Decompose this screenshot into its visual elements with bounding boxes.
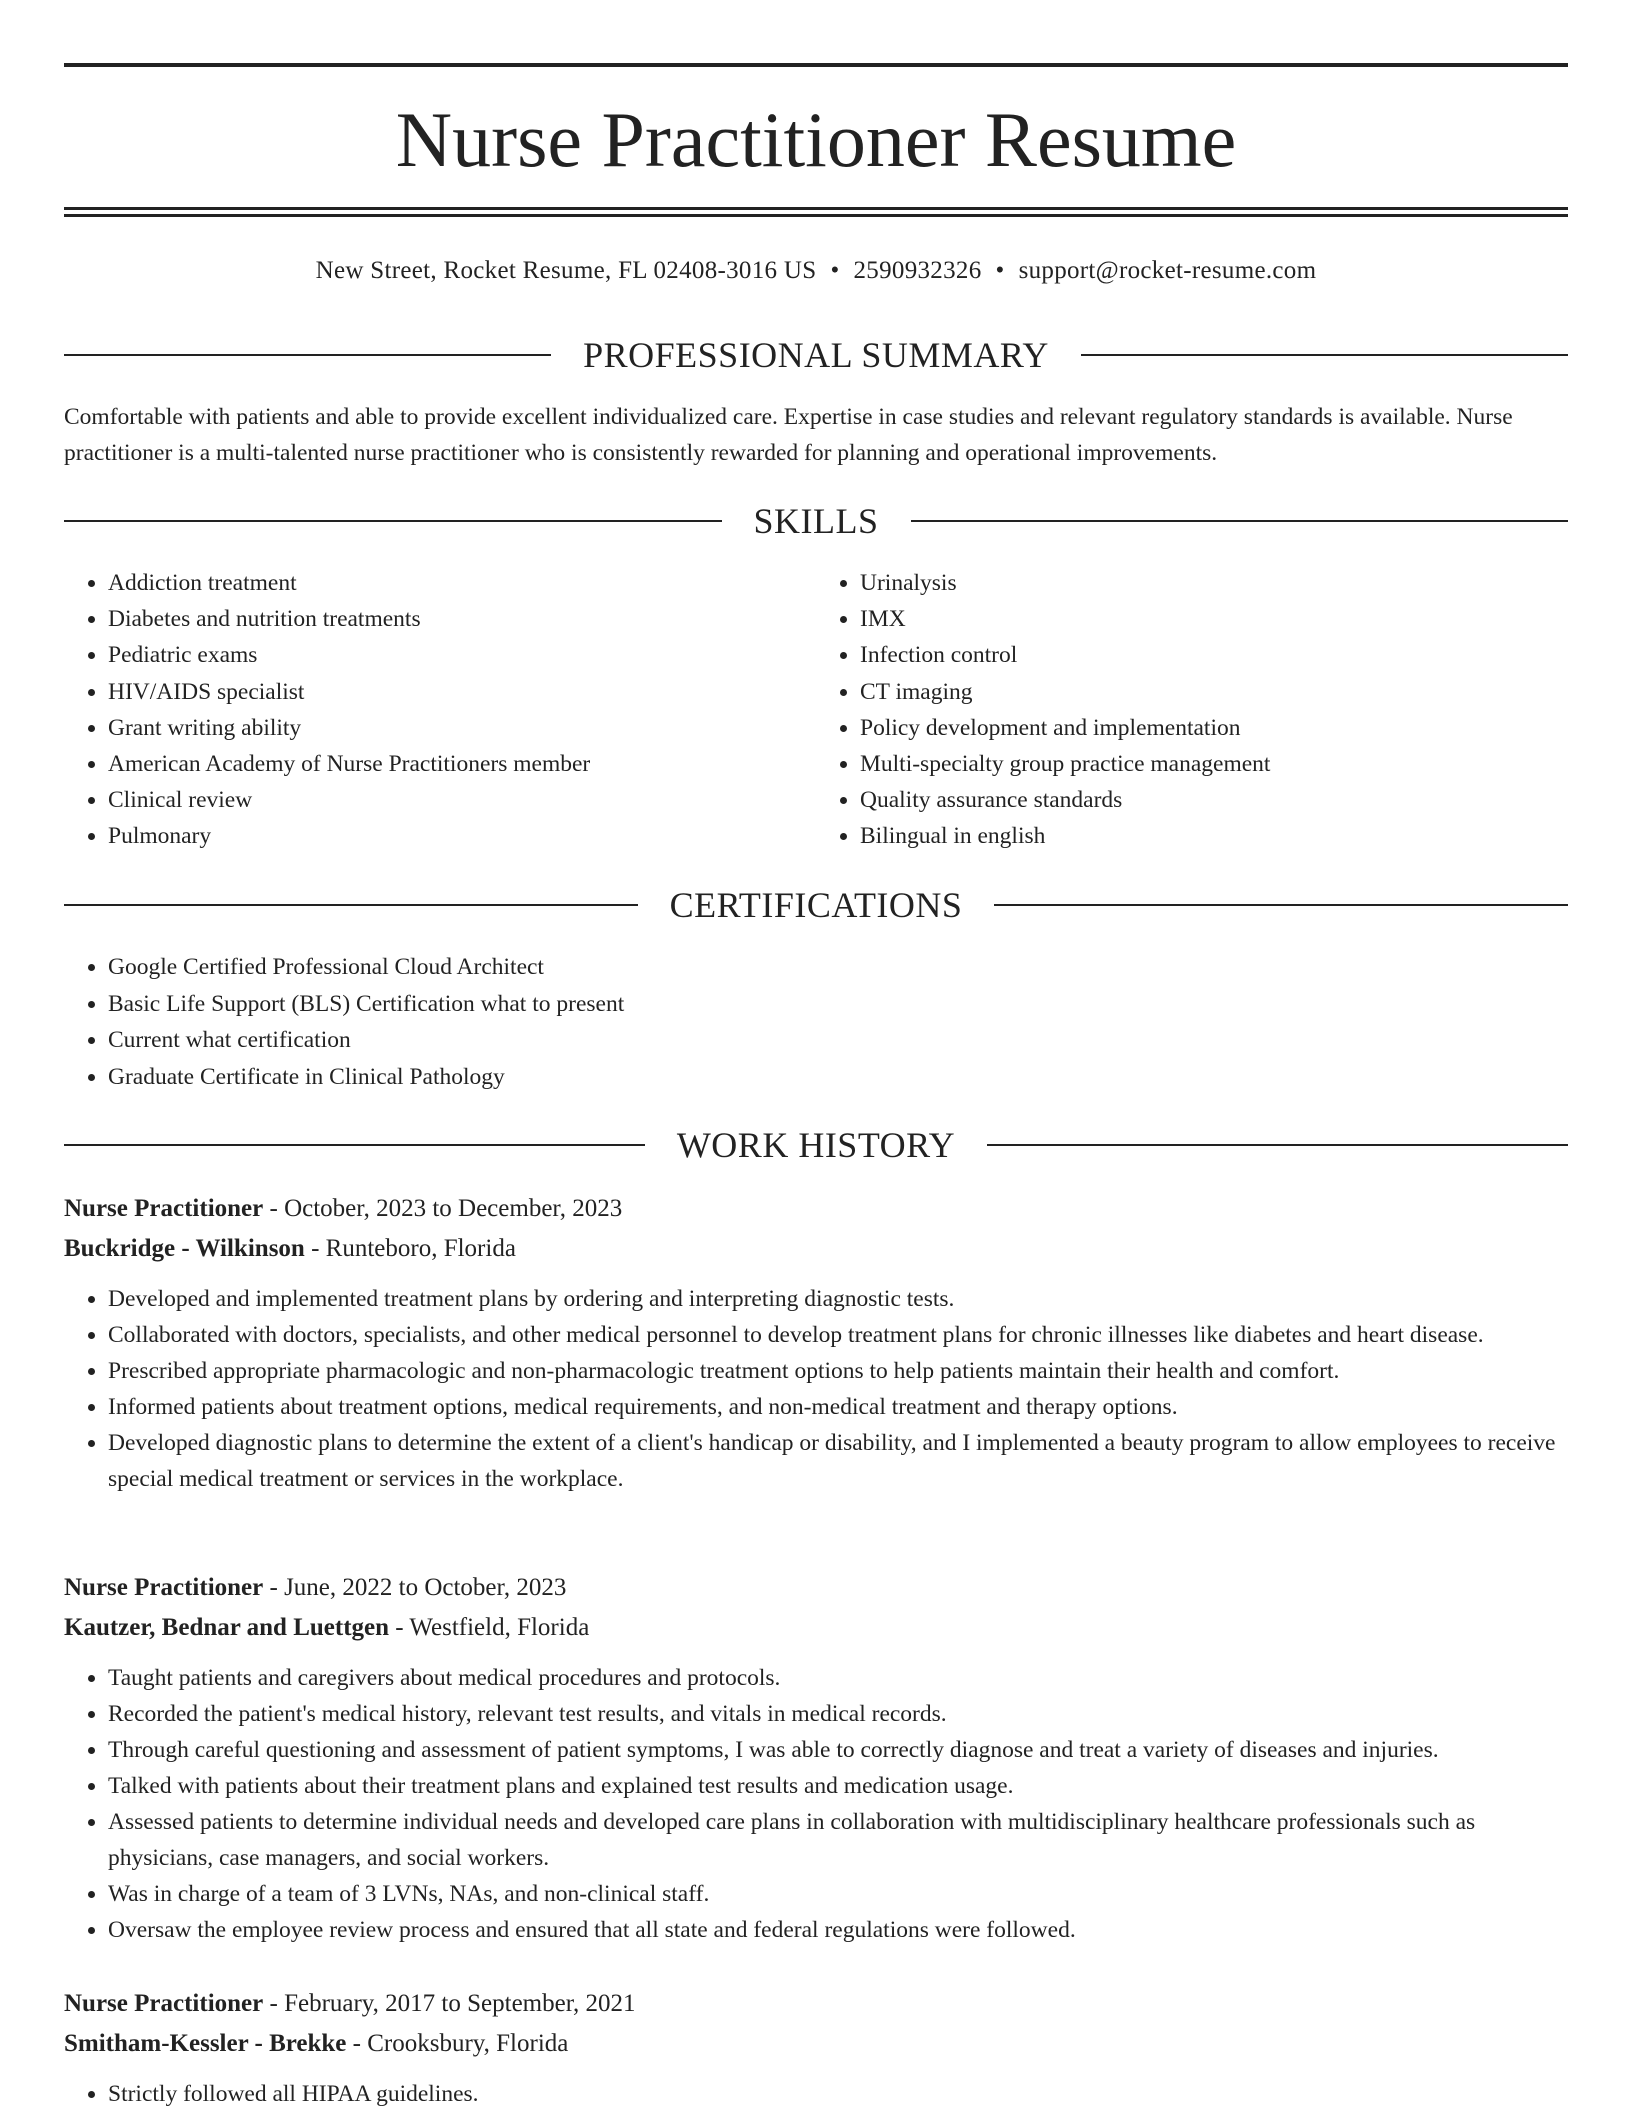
job-company-line: Smitham-Kessler - Brekke - Crooksbury, Florida bbox=[64, 2030, 569, 2057]
list-item: • Quality assurance standards bbox=[860, 782, 1568, 818]
list-item: • Addiction treatment bbox=[108, 565, 816, 601]
list-item: • Urinalysis bbox=[860, 565, 1568, 601]
cert-items bbox=[64, 949, 1568, 1095]
certifications-list bbox=[64, 949, 1568, 1095]
job-company-line: Buckridge - Wilkinson - Runteboro, Florida bbox=[64, 1235, 516, 1262]
job-entry bbox=[64, 1568, 1568, 1948]
list-item: • Oversaw the employee review process and ensured that all state and federal regulations were followed. bbox=[108, 1912, 1568, 1948]
skills-left-list bbox=[64, 565, 816, 855]
job-bullets bbox=[64, 2076, 1568, 2112]
skills-column-left bbox=[64, 565, 816, 855]
list-item: • Strictly followed all HIPAA guidelines. bbox=[108, 2076, 1568, 2112]
heading-rule bbox=[64, 520, 722, 522]
job-title-line: Nurse Practitioner - June, 2022 to October, 2023 bbox=[64, 1574, 567, 1601]
list-item: • Pulmonary bbox=[108, 818, 816, 854]
address: New Street, Rocket Resume, FL 02408-3016 US bbox=[315, 257, 817, 284]
list-item: • Collaborated with doctors, specialists, and other medical personnel to develop treatment plans for chronic illnesses like diabetes and heart disease. bbox=[108, 1317, 1568, 1353]
heading-rule bbox=[987, 1144, 1568, 1146]
double-rule bbox=[64, 207, 1568, 217]
job-company-line: Kautzer, Bednar and Luettgen - Westfield, Florida bbox=[64, 1614, 590, 1641]
section-title: WORK HISTORY bbox=[676, 1125, 956, 1165]
list-item: • Was in charge of a team of 3 LVNs, NAs, and non-clinical staff. bbox=[108, 1876, 1568, 1912]
company-name: Kautzer, Bednar and Luettgen bbox=[64, 1614, 390, 1641]
heading-rule bbox=[911, 520, 1569, 522]
list-item: • Grant writing ability bbox=[108, 710, 816, 746]
company-name: Buckridge - Wilkinson bbox=[64, 1235, 305, 1262]
section-title: PROFESSIONAL SUMMARY bbox=[583, 335, 1049, 375]
skills-right-list bbox=[816, 565, 1568, 855]
job-location: Crooksbury, Florida bbox=[367, 2030, 569, 2057]
resume-title: Nurse Practitioner Resume bbox=[395, 96, 1237, 183]
job-bullets bbox=[64, 1281, 1568, 1497]
work-history-heading bbox=[64, 1123, 1568, 1167]
list-item: • Prescribed appropriate pharmacologic and non-pharmacologic treatment options to help patients maintain their health and comfort. bbox=[108, 1353, 1568, 1389]
list-item: • CT imaging bbox=[860, 674, 1568, 710]
list-item: • Pediatric exams bbox=[108, 637, 816, 673]
phone[interactable]: 2590932326 bbox=[853, 257, 982, 284]
job-title-line: Nurse Practitioner - February, 2017 to September, 2021 bbox=[64, 1990, 636, 2017]
job-location: Westfield, Florida bbox=[409, 1614, 590, 1641]
list-item: • Infection control bbox=[860, 637, 1568, 673]
summary-text: Comfortable with patients and able to provide excellent individualized care. Expertise in case studies and relevant regulatory standards is available. Nurse practitioner is a multi-talented nurse practitioner who is consistently rewarded for planning and operational improvements. bbox=[64, 404, 1513, 466]
summary-heading bbox=[64, 333, 1568, 377]
skills-list bbox=[64, 565, 1568, 855]
job-title-line: Nurse Practitioner - October, 2023 to December, 2023 bbox=[64, 1195, 623, 1222]
list-item: • Google Certified Professional Cloud Architect bbox=[108, 949, 1568, 986]
list-item: • Policy development and implementation bbox=[860, 710, 1568, 746]
separator: • bbox=[995, 257, 1005, 284]
job-entry bbox=[64, 1189, 1568, 1497]
top-rule bbox=[64, 63, 1568, 67]
list-item: • Graduate Certificate in Clinical Pathology bbox=[108, 1059, 1568, 1096]
heading-rule bbox=[64, 1144, 645, 1146]
certifications-heading bbox=[64, 883, 1568, 927]
list-item: • HIV/AIDS specialist bbox=[108, 674, 816, 710]
section-title: SKILLS bbox=[753, 501, 879, 541]
job-title: Nurse Practitioner bbox=[64, 1990, 264, 2017]
job-title: Nurse Practitioner bbox=[64, 1574, 264, 1601]
heading-rule bbox=[1081, 354, 1568, 356]
skills-heading bbox=[64, 499, 1568, 543]
list-item: • IMX bbox=[860, 601, 1568, 637]
heading-rule bbox=[64, 904, 638, 906]
list-item: • Through careful questioning and assessment of patient symptoms, I was able to correctly diagnose and treat a variety of diseases and injuries. bbox=[108, 1732, 1568, 1768]
list-item: • Taught patients and caregivers about medical procedures and protocols. bbox=[108, 1660, 1568, 1696]
skills-column-right bbox=[816, 565, 1568, 855]
heading-rule bbox=[994, 904, 1568, 906]
company-name: Smitham-Kessler - Brekke bbox=[64, 2030, 347, 2057]
list-item: • Basic Life Support (BLS) Certification what to present bbox=[108, 986, 1568, 1023]
job-bullets bbox=[64, 1660, 1568, 1948]
separator: • bbox=[830, 257, 840, 284]
section-title: CERTIFICATIONS bbox=[669, 885, 963, 925]
job-dates: February, 2017 to September, 2021 bbox=[284, 1990, 636, 2017]
list-item: • Talked with patients about their treatment plans and explained test results and medication usage. bbox=[108, 1768, 1568, 1804]
email-link[interactable]: support@rocket-resume.com bbox=[1018, 257, 1317, 284]
list-item: • Recorded the patient's medical history, relevant test results, and vitals in medical records. bbox=[108, 1696, 1568, 1732]
list-item: • American Academy of Nurse Practitioners member bbox=[108, 746, 816, 782]
list-item: • Multi-specialty group practice management bbox=[860, 746, 1568, 782]
list-item: • Current what certification bbox=[108, 1022, 1568, 1059]
list-item: • Developed and implemented treatment plans by ordering and interpreting diagnostic tests. bbox=[108, 1281, 1568, 1317]
job-entry bbox=[64, 1984, 1568, 2112]
list-item: • Clinical review bbox=[108, 782, 816, 818]
job-location: Runteboro, Florida bbox=[325, 1235, 516, 1262]
heading-rule bbox=[64, 354, 551, 356]
list-item: • Assessed patients to determine individual needs and developed care plans in collaboration with multidisciplinary healthcare professionals such as physicians, case managers, and social workers. bbox=[108, 1804, 1568, 1876]
list-item: • Informed patients about treatment options, medical requirements, and non-medical treatment and therapy options. bbox=[108, 1389, 1568, 1425]
job-dates: October, 2023 to December, 2023 bbox=[284, 1195, 623, 1222]
list-item: • Developed diagnostic plans to determine the extent of a client's handicap or disability, and I implemented a beauty program to allow employees to receive special medical treatment or services in the workplace. bbox=[108, 1425, 1568, 1497]
list-item: • Diabetes and nutrition treatments bbox=[108, 601, 816, 637]
list-item: • Bilingual in english bbox=[860, 818, 1568, 854]
contact-line bbox=[64, 254, 1568, 288]
job-dates: June, 2022 to October, 2023 bbox=[284, 1574, 567, 1601]
job-title: Nurse Practitioner bbox=[64, 1195, 264, 1222]
